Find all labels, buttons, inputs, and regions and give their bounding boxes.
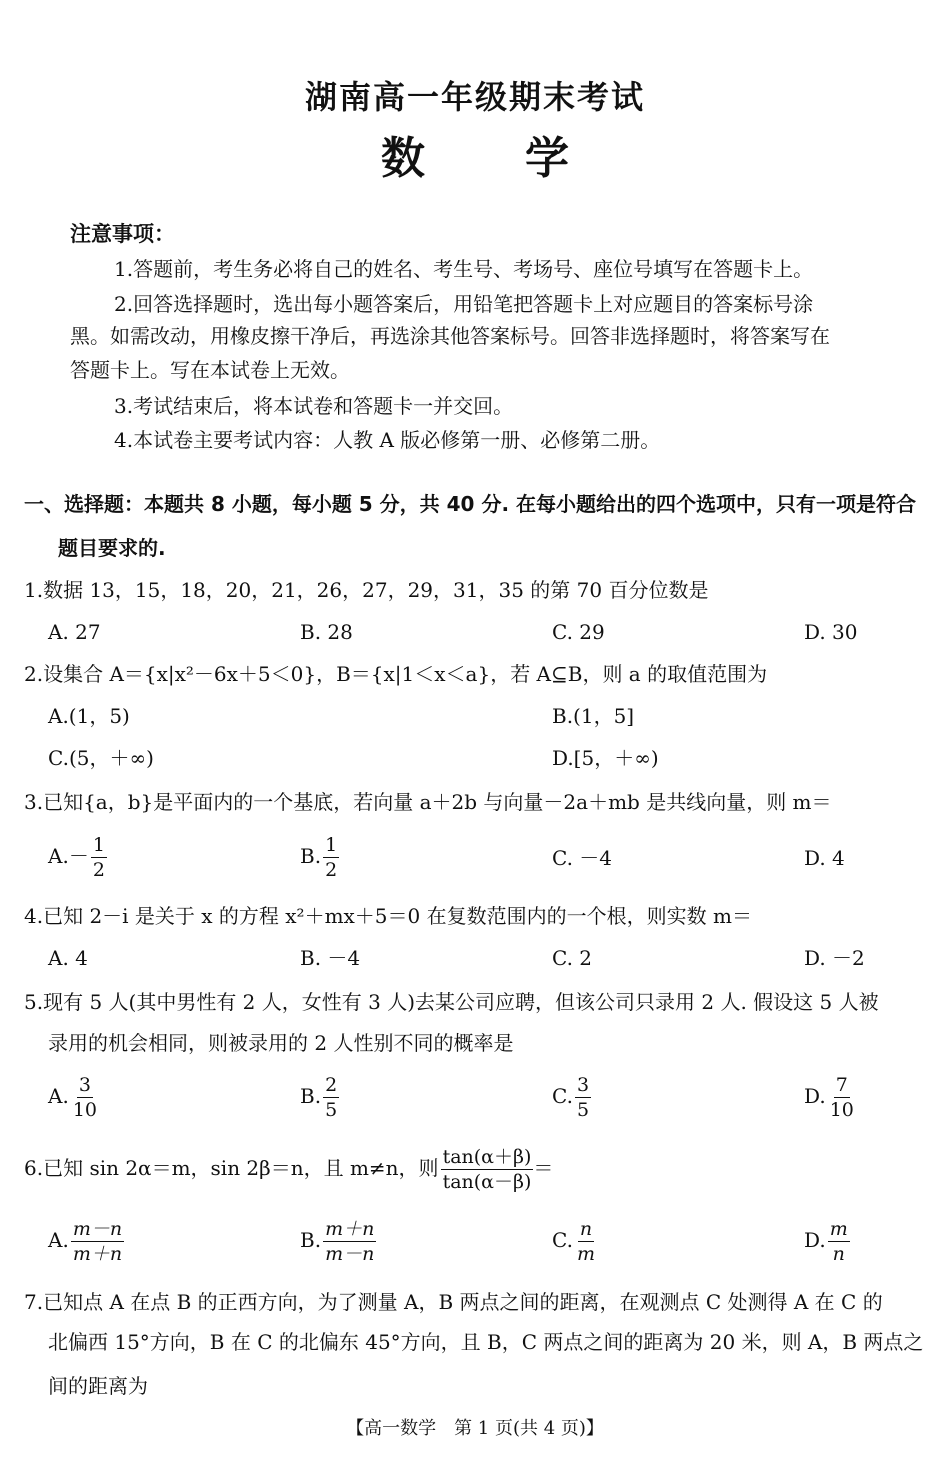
subject-title bbox=[0, 122, 950, 186]
question-5-stem-2: 录用的机会相同，则被录用的 2 人性别不同的概率是 bbox=[48, 1031, 514, 1055]
q6-option-c: C. $\frac{n}{m}$ bbox=[552, 1218, 595, 1265]
q3-option-c: C. －4 bbox=[552, 846, 613, 870]
q4-option-a: A. 4 bbox=[48, 946, 88, 970]
q5-option-a: A. $\frac{3}{10}$ bbox=[48, 1074, 97, 1121]
fraction: $\frac{3}{5}$ bbox=[576, 1074, 590, 1121]
question-7-stem-1: 7.已知点 A 在点 B 的正西方向，为了测量 A，B 两点之间的距离，在观测点 C 处测得 A 在 C 的 bbox=[24, 1290, 883, 1314]
notes-heading: 注意事项： bbox=[70, 222, 175, 246]
q1-option-c: C. 29 bbox=[552, 620, 605, 644]
fraction: $\frac{2}{5}$ bbox=[325, 1074, 338, 1121]
note-line-6: 4.本试卷主要考试内容：人教 A 版必修第一册、必修第二册。 bbox=[114, 428, 661, 452]
question-7-stem-3: 间的距离为 bbox=[48, 1374, 148, 1398]
q6-option-a: A. $\frac{m-n}{m+n}$ bbox=[48, 1218, 123, 1265]
question-6-stem: 6.已知 sin 2α＝m，sin 2β＝n，且 m≠n，则 $\frac{\tan(\alpha+\beta)}{\tan(\alpha-\beta)}$ ＝ bbox=[24, 1146, 554, 1193]
exam-title: 湖南高一年级期末考试 bbox=[304, 78, 645, 116]
subject-char-1: 数 bbox=[381, 133, 425, 184]
fraction: $\frac{\tan(\alpha+\beta)}{\tan(\alpha-\beta)}$ bbox=[442, 1146, 532, 1193]
q1-option-b: B. 28 bbox=[300, 620, 353, 644]
note-line-4: 答题卡上。写在本试卷上无效。 bbox=[70, 358, 350, 382]
fraction: $\frac{7}{10}$ bbox=[829, 1074, 854, 1121]
q5-option-c: C. $\frac{3}{5}$ bbox=[552, 1074, 590, 1121]
q3-option-a: A.－ $\frac{1}{2}$ bbox=[48, 834, 105, 881]
note-line-1: 1.答题前，考生务必将自己的姓名、考生号、考场号、座位号填写在答题卡上。 bbox=[114, 257, 814, 281]
note-line-2: 2.回答选择题时，选出每小题答案后，用铅笔把答题卡上对应题目的答案标号涂 bbox=[114, 292, 814, 316]
section-heading: 一、选择题：本题共 8 小题，每小题 5 分，共 40 分. 在每小题给出的四个选项中，只有一项是符合 bbox=[24, 492, 917, 516]
fraction: $\frac{m-n}{m+n}$ bbox=[72, 1218, 123, 1265]
question-1-stem: 1.数据 13，15，18，20，21，26，27，29，31，35 的第 70 百分位数是 bbox=[24, 578, 709, 602]
fraction: $\frac{m}{n}$ bbox=[829, 1218, 848, 1265]
q2-option-a: A.(1，5) bbox=[48, 704, 130, 728]
q1-option-a: A. 27 bbox=[48, 620, 101, 644]
section-heading-cont: 题目要求的. bbox=[58, 536, 166, 560]
question-5-stem-1: 5.现有 5 人(其中男性有 2 人，女性有 3 人)去某公司应聘，但该公司只录用 2 人. 假设这 5 人被 bbox=[24, 990, 879, 1014]
q1-option-d: D. 30 bbox=[804, 620, 858, 644]
question-3-stem: 3.已知{a，b}是平面内的一个基底，若向量 a＋2b 与向量－2a＋mb 是共线向量，则 m＝ bbox=[24, 790, 832, 814]
q3-option-b: B. $\frac{1}{2}$ bbox=[300, 834, 338, 881]
q2-option-d: D.[5，＋∞) bbox=[552, 746, 659, 770]
note-line-3: 黑。如需改动，用橡皮擦干净后，再选涂其他答案标号。回答非选择题时，将答案写在 bbox=[70, 324, 830, 348]
subject-char-2: 学 bbox=[525, 133, 569, 184]
fraction: $\frac{1}{2}$ bbox=[92, 834, 105, 881]
q5-option-b: B. $\frac{2}{5}$ bbox=[300, 1074, 338, 1121]
question-7-stem-2: 北偏西 15°方向，B 在 C 的北偏东 45°方向，且 B，C 两点之间的距离为 20 米，则 A，B 两点之 bbox=[48, 1330, 924, 1354]
q6-option-d: D. $\frac{m}{n}$ bbox=[804, 1218, 848, 1265]
q3-option-d: D. 4 bbox=[804, 846, 845, 870]
q4-option-c: C. 2 bbox=[552, 946, 593, 970]
question-4-stem: 4.已知 2－i 是关于 x 的方程 x²＋mx＋5＝0 在复数范围内的一个根，则实数 m＝ bbox=[24, 904, 752, 928]
q4-option-d: D. －2 bbox=[804, 946, 865, 970]
q6-option-b: B. $\frac{m+n}{m-n}$ bbox=[300, 1218, 375, 1265]
page-footer: 【高一数学 第 1 页(共 4 页)】 bbox=[346, 1418, 604, 1439]
q2-option-c: C.(5，＋∞) bbox=[48, 746, 154, 770]
question-2-stem: 2.设集合 A＝{x|x²－6x＋5＜0}，B＝{x|1＜x＜a}，若 A⊆B，则 a 的取值范围为 bbox=[24, 662, 768, 686]
q4-option-b: B. －4 bbox=[300, 946, 361, 970]
fraction: $\frac{m+n}{m-n}$ bbox=[325, 1218, 375, 1265]
fraction: $\frac{1}{2}$ bbox=[325, 834, 338, 881]
fraction: $\frac{3}{10}$ bbox=[72, 1074, 97, 1121]
q5-option-d: D. $\frac{7}{10}$ bbox=[804, 1074, 854, 1121]
q2-option-b: B.(1，5] bbox=[552, 704, 635, 728]
fraction: $\frac{n}{m}$ bbox=[576, 1218, 595, 1265]
note-line-5: 3.考试结束后，将本试卷和答题卡一并交回。 bbox=[114, 394, 514, 418]
